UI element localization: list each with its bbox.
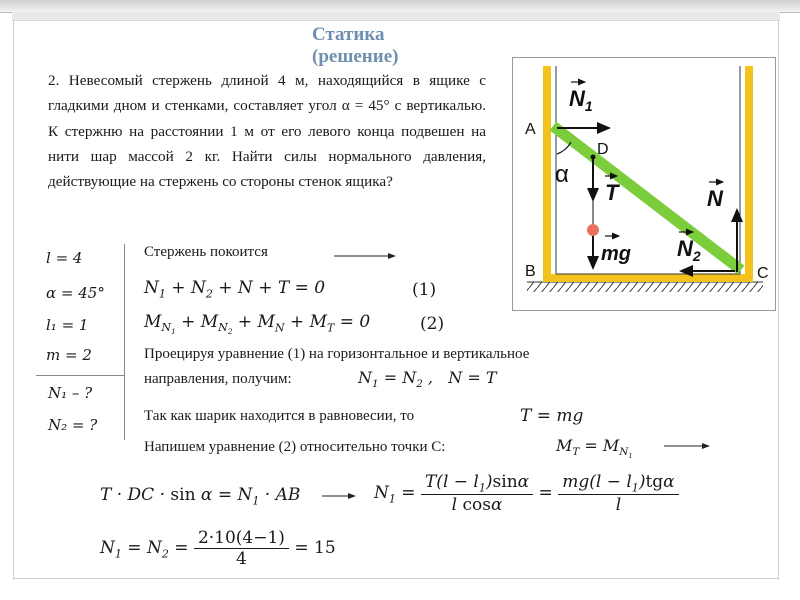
result-value: 15 (314, 538, 336, 558)
implies-arrow-3 (322, 490, 356, 502)
given-angle: α = 45° (46, 284, 105, 302)
slide-left-border (13, 20, 14, 580)
result-numerator: 2·10(4−1) (194, 528, 289, 549)
projection-result: $N_1 = N_2$ , N = T (358, 368, 497, 391)
ground-hatch (527, 282, 763, 292)
moment-equality: $M_T = M_{N_1}$ (556, 436, 633, 461)
rod-at-rest-text: Стержень покоится (144, 244, 268, 260)
force-equation: $N_1 + N_2 + N + T = 0$ (144, 278, 326, 301)
tension-equals-weight: T = mg (520, 406, 584, 426)
right-wall (745, 66, 753, 282)
label-t: T (605, 180, 619, 205)
label-b: B (525, 263, 536, 280)
ball-equilibrium-text: Так как шарик находится в равновесии, то (144, 408, 415, 424)
ball (587, 224, 599, 236)
label-c: C (757, 265, 769, 282)
label-n1: $N_1$ (569, 86, 593, 114)
moment-equation: $M_{N_1} + M_{N_2} + M_N + M_T = 0$ (144, 312, 371, 337)
slide-title (312, 24, 472, 68)
find-n1: N₁ – ? (48, 384, 93, 402)
equation-1-number: (1) (412, 280, 437, 300)
slide-right-border (778, 20, 779, 580)
slide-top-accent (12, 12, 780, 21)
moment-balance: T · DC · $\sin \alpha = N_1$ · AB (100, 485, 301, 508)
result-denominator: 4 (236, 549, 247, 569)
moment-about-c-text: Напишем уравнение (2) относительно точки С: (144, 439, 446, 455)
label-n2: $N_2$ (677, 236, 701, 264)
label-n: N (707, 186, 723, 211)
given-divider-horizontal (36, 375, 124, 376)
left-wall (543, 66, 551, 282)
slide-bottom-border (13, 578, 779, 579)
equation-2-number: (2) (420, 314, 445, 334)
slide-title-line1: Статика (312, 24, 385, 45)
diagram-canvas (513, 58, 775, 310)
implies-arrow-1 (334, 250, 396, 262)
label-alpha: α (555, 161, 569, 188)
given-length: l = 4 (46, 249, 83, 267)
box-floor (543, 274, 753, 282)
label-mg: mg (601, 243, 631, 265)
projection-text-line2: направления, получим: (144, 371, 292, 387)
find-n2: N₂ = ? (48, 416, 98, 434)
given-distance: l₁ = 1 (46, 316, 89, 334)
given-mass: m = 2 (46, 346, 92, 364)
given-divider-vertical (124, 244, 125, 440)
problem-statement: 2. Невесомый стержень длиной 4 м, находящийся в ящике с гладкими дном и стенками, составляет угол α = 45° с вертикалью. К стержню на расстоянии 1 м от его левого конца подвешен на нити шар массой 2 кг. Найти силы нормального давления, действующие на стержень со стороны стенок ящика? (48, 72, 486, 191)
projection-text-line1: Проецируя уравнение (1) на горизонтальное и вертикальное (144, 346, 530, 362)
slide-title-line2: (решение) (312, 46, 399, 67)
label-a: A (525, 121, 536, 138)
n1-formula: $N_1$ = $\frac{T(l - l_1)\sin\alpha}{\text{l cosα}}$ = $\frac{mg(l - l_1)tg\alpha}{l}$ (374, 472, 679, 515)
label-d: D (597, 141, 609, 158)
final-result: $N_1 = N_2$ = $\frac{2\cdot 10(4-1)}{4}$ = 15 (100, 528, 336, 569)
implies-arrow-2 (664, 440, 710, 452)
physics-diagram (512, 57, 776, 311)
